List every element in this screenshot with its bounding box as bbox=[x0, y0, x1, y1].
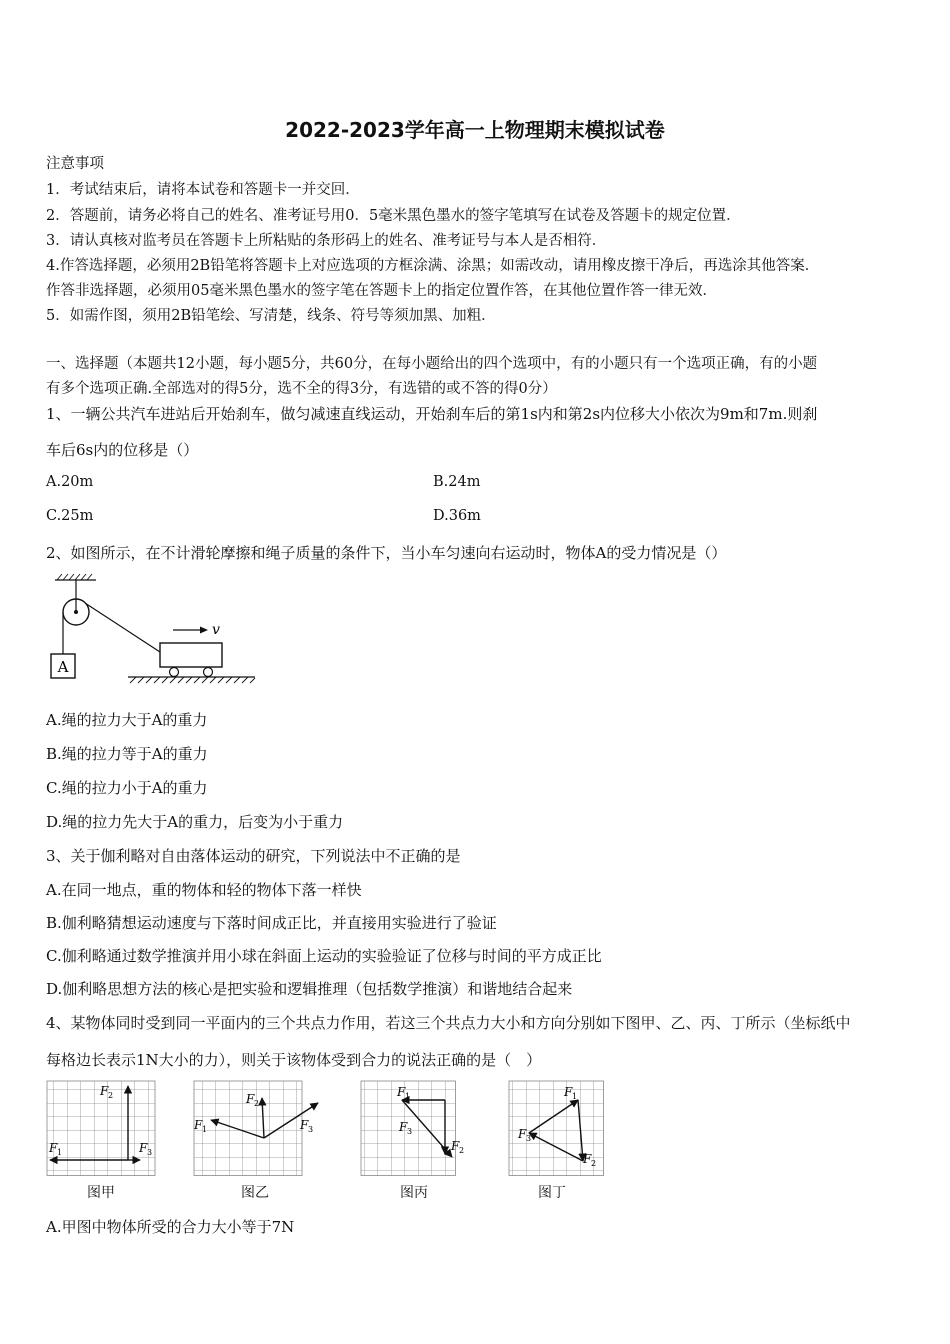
q1-option-d: D.36m bbox=[433, 508, 481, 524]
section-heading-line2: 有多个选项正确.全部选对的得5分，选不全的得3分，有选错的或不答的得0分） bbox=[46, 381, 557, 397]
svg-text:F: F bbox=[399, 1120, 408, 1134]
exam-title: 2022-2023学年高一上物理期末模拟试卷 bbox=[285, 118, 665, 142]
grid-panel-jia bbox=[47, 1081, 155, 1176]
notice-item: 3．请认真核对监考员在答题卡上所粘贴的条形码上的姓名、准考证号与本人是否相符． bbox=[46, 233, 607, 249]
svg-text:F: F bbox=[300, 1118, 309, 1132]
q3-option-c: C.伽利略通过数学推演并用小球在斜面上运动的实验验证了位移与时间的平方成正比 bbox=[46, 947, 602, 965]
svg-text:1: 1 bbox=[405, 1092, 411, 1101]
svg-text:3: 3 bbox=[147, 1148, 153, 1157]
q2-option-c: C.绳的拉力小于A的重力 bbox=[46, 779, 208, 797]
svg-text:2: 2 bbox=[254, 1099, 260, 1108]
caption-yi: 图乙 bbox=[241, 1185, 269, 1201]
notice-item: 作答非选择题，必须用05毫米黑色墨水的签字笔在答题卡上的指定位置作答，在其他位置作答一律无效． bbox=[46, 283, 717, 299]
svg-text:F: F bbox=[49, 1141, 58, 1155]
svg-text:1: 1 bbox=[572, 1092, 578, 1101]
q2-option-b: B.绳的拉力等于A的重力 bbox=[46, 745, 208, 763]
q4-option-a: A.甲图中物体所受的合力大小等于7N bbox=[46, 1218, 295, 1236]
svg-text:2: 2 bbox=[459, 1146, 465, 1155]
force-label: F bbox=[100, 1084, 109, 1098]
svg-text:F: F bbox=[564, 1085, 573, 1099]
notice-item: 1．考试结束后，请将本试卷和答题卡一并交回． bbox=[46, 182, 360, 198]
svg-text:1: 1 bbox=[57, 1148, 63, 1157]
svg-text:F: F bbox=[518, 1127, 527, 1141]
notice-item: 4.作答选择题，必须用2B铅笔将答题卡上对应选项的方框涂满、涂黑；如需改动，请用橡皮擦干净后，再选涂其他答案． bbox=[46, 258, 820, 274]
q2-option-a: A.绳的拉力大于A的重力 bbox=[46, 711, 208, 729]
q1-option-a: A.20m bbox=[46, 474, 94, 490]
notice-item: 5．如需作图，须用2B铅笔绘、写清楚，线条、符号等须加黑、加粗． bbox=[46, 308, 496, 324]
svg-text:F: F bbox=[139, 1141, 148, 1155]
q2-option-d: D.绳的拉力先大于A的重力，后变为小于重力 bbox=[46, 813, 344, 831]
svg-text:2: 2 bbox=[591, 1159, 597, 1168]
force-grid-figures bbox=[40, 1076, 620, 1186]
svg-text:F: F bbox=[397, 1085, 406, 1099]
svg-text:F: F bbox=[583, 1152, 592, 1166]
pulley-cart-figure bbox=[40, 570, 270, 695]
caption-jia: 图甲 bbox=[87, 1185, 115, 1201]
section-heading-line1: 一、选择题（本题共12小题，每小题5分，共60分，在每小题给出的四个选项中，有的小题只有一个选项正确，有的小题 bbox=[46, 356, 818, 372]
grid-panel-ding bbox=[509, 1081, 604, 1176]
svg-text:3: 3 bbox=[308, 1125, 314, 1134]
q3-option-d: D.伽利略思想方法的核心是把实验和逻辑推理（包括数学推演）和谐地结合起来 bbox=[46, 980, 573, 998]
q1-option-b: B.24m bbox=[433, 474, 481, 490]
grid-panel-yi bbox=[193, 1081, 318, 1176]
svg-text:F: F bbox=[194, 1118, 203, 1132]
svg-text:F: F bbox=[451, 1139, 460, 1153]
grid-panel-bing bbox=[361, 1081, 464, 1176]
question-2-stem: 2、如图所示，在不计滑轮摩擦和绳子质量的条件下，当小车匀速向右运动时，物体A的受力情况是（） bbox=[46, 544, 727, 562]
question-4-line2: 每格边长表示1N大小的力），则关于该物体受到合力的说法正确的是（ ） bbox=[46, 1051, 542, 1069]
svg-text:F: F bbox=[246, 1092, 255, 1106]
svg-text:3: 3 bbox=[407, 1127, 413, 1136]
svg-text:1: 1 bbox=[202, 1125, 208, 1134]
caption-bing: 图丙 bbox=[400, 1185, 428, 1201]
q3-option-b: B.伽利略猜想运动速度与下落时间成正比，并直接用实验进行了验证 bbox=[46, 914, 497, 932]
notice-heading: 注意事项 bbox=[46, 156, 104, 172]
question-3-stem: 3、关于伽利略对自由落体运动的研究，下列说法中不正确的是 bbox=[46, 847, 461, 865]
question-4-line1: 4、某物体同时受到同一平面内的三个共点力作用，若这三个共点力大小和方向分别如下图甲、乙、丙、丁所示（坐标纸中 bbox=[46, 1014, 851, 1032]
block-label: A bbox=[57, 658, 69, 676]
question-1-line1: 1、一辆公共汽车进站后开始刹车，做匀减速直线运动，开始刹车后的第1s内和第2s内位移大小依次为9m和7m.则刹 bbox=[46, 405, 818, 423]
cart bbox=[160, 643, 222, 667]
svg-text:2: 2 bbox=[108, 1091, 114, 1100]
svg-text:3: 3 bbox=[526, 1134, 532, 1143]
caption-ding: 图丁 bbox=[538, 1185, 566, 1201]
question-1-line2: 车后6s内的位移是（） bbox=[46, 441, 199, 459]
q1-option-c: C.25m bbox=[46, 508, 94, 524]
velocity-label: v bbox=[212, 622, 220, 638]
q3-option-a: A.在同一地点，重的物体和轻的物体下落一样快 bbox=[46, 881, 362, 899]
notice-item: 2．答题前，请务必将自己的姓名、准考证号用0．5毫米黑色墨水的签字笔填写在试卷及答题卡的规定位置． bbox=[46, 208, 741, 224]
